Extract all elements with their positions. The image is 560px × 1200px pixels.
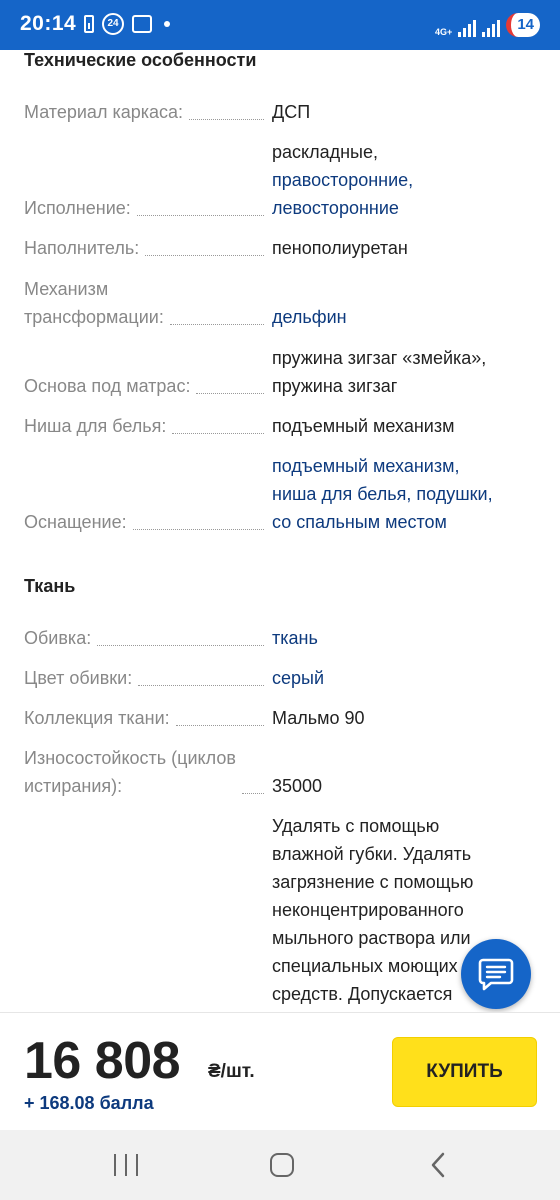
signal-strength-icon xyxy=(458,19,476,37)
system-nav-bar xyxy=(0,1130,560,1200)
buy-button[interactable]: КУПИТЬ xyxy=(392,1037,537,1107)
spec-row xyxy=(24,452,536,536)
spec-label: Обивка: xyxy=(24,628,92,648)
spec-row xyxy=(24,624,536,652)
specs-content[interactable] xyxy=(0,50,560,1012)
dotted-leader xyxy=(196,393,264,394)
bonus-points: + 168.08 балла xyxy=(24,1093,154,1113)
dotted-leader xyxy=(172,433,264,434)
purchase-bar xyxy=(0,1012,560,1130)
spec-label: Исполнение: xyxy=(24,198,131,218)
spec-label: Основа под матрас: xyxy=(24,376,191,396)
spec-value: Мальмо 90 xyxy=(272,708,365,728)
spec-value-link[interactable]: дельфин xyxy=(272,307,347,327)
more-notifications-dot xyxy=(164,21,170,27)
spec-row xyxy=(24,234,536,262)
spec-label: Механизм трансформации: xyxy=(24,279,164,327)
spec-row xyxy=(24,275,536,331)
spec-label: Износостойкость (циклов истирания): xyxy=(24,748,236,796)
spec-row xyxy=(24,664,536,692)
spec-row xyxy=(24,412,536,440)
section-title-tech: Технические особенности xyxy=(24,50,257,70)
battery-level: 14 xyxy=(506,13,540,37)
dotted-leader xyxy=(133,529,264,530)
spec-label: Наполнитель: xyxy=(24,238,140,258)
dotted-leader xyxy=(97,645,264,646)
spec-label: Цвет обивки: xyxy=(24,668,133,688)
spec-label: Ниша для белья: xyxy=(24,416,167,436)
spec-value-link[interactable]: левосторонние xyxy=(272,198,399,218)
chat-bubble-icon xyxy=(478,957,514,991)
status-system-icons xyxy=(435,13,540,37)
spec-value-link[interactable]: серый xyxy=(272,668,325,688)
network-type: 4G+ xyxy=(435,27,453,37)
spec-row xyxy=(24,744,536,800)
spec-value: раскладные, xyxy=(272,142,379,162)
notification-badge-icon: 24 xyxy=(102,13,124,35)
price-unit: ₴/шт. xyxy=(208,1061,255,1082)
spec-row xyxy=(24,344,536,400)
spec-value: подъемный механизм xyxy=(272,416,455,436)
spec-label: Оснащение: xyxy=(24,512,127,532)
back-icon[interactable] xyxy=(430,1152,446,1178)
spec-row xyxy=(24,138,536,222)
spec-row-care xyxy=(24,812,536,1008)
spec-row xyxy=(24,98,536,126)
spec-row xyxy=(24,704,536,732)
spec-value-link[interactable]: подъемный механизм, ниша для белья, подушки, со спальным местом xyxy=(272,456,493,532)
spec-label: Коллекция ткани: xyxy=(24,708,170,728)
dotted-leader xyxy=(138,685,264,686)
spec-value-link[interactable]: правосторонние, xyxy=(272,170,414,190)
spec-value-link[interactable]: ткань xyxy=(272,628,318,648)
chat-button[interactable] xyxy=(461,939,531,1009)
recent-apps-icon[interactable] xyxy=(114,1154,138,1176)
spec-label: Материал каркаса: xyxy=(24,102,184,122)
home-icon[interactable] xyxy=(270,1153,294,1177)
section-title-fabric: Ткань xyxy=(24,576,76,596)
dotted-leader xyxy=(242,793,264,794)
spec-value: пружина зигзаг «змейка», пружина зигзаг xyxy=(272,348,487,396)
status-time: 20:14 xyxy=(20,12,77,35)
dotted-leader xyxy=(145,255,264,256)
spec-value: пенополиуретан xyxy=(272,238,408,258)
signal-strength-2-icon xyxy=(482,19,500,37)
screenshot-icon xyxy=(132,15,152,33)
spec-value: Удалять с помощью влажной губки. Удалять загрязнение с помощью неконцентрированного мыльного раствора или специальных моющих средств. Допускается xyxy=(272,816,474,1004)
battery-saver-icon xyxy=(84,15,94,33)
price: 16 808 xyxy=(24,1032,181,1090)
status-notification-icons xyxy=(84,13,170,35)
dotted-leader xyxy=(137,215,264,216)
spec-value: 35000 xyxy=(272,776,323,796)
dotted-leader xyxy=(176,725,264,726)
dotted-leader xyxy=(170,324,264,325)
spec-value: ДСП xyxy=(272,102,311,122)
status-bar xyxy=(0,0,560,50)
dotted-leader xyxy=(189,119,264,120)
